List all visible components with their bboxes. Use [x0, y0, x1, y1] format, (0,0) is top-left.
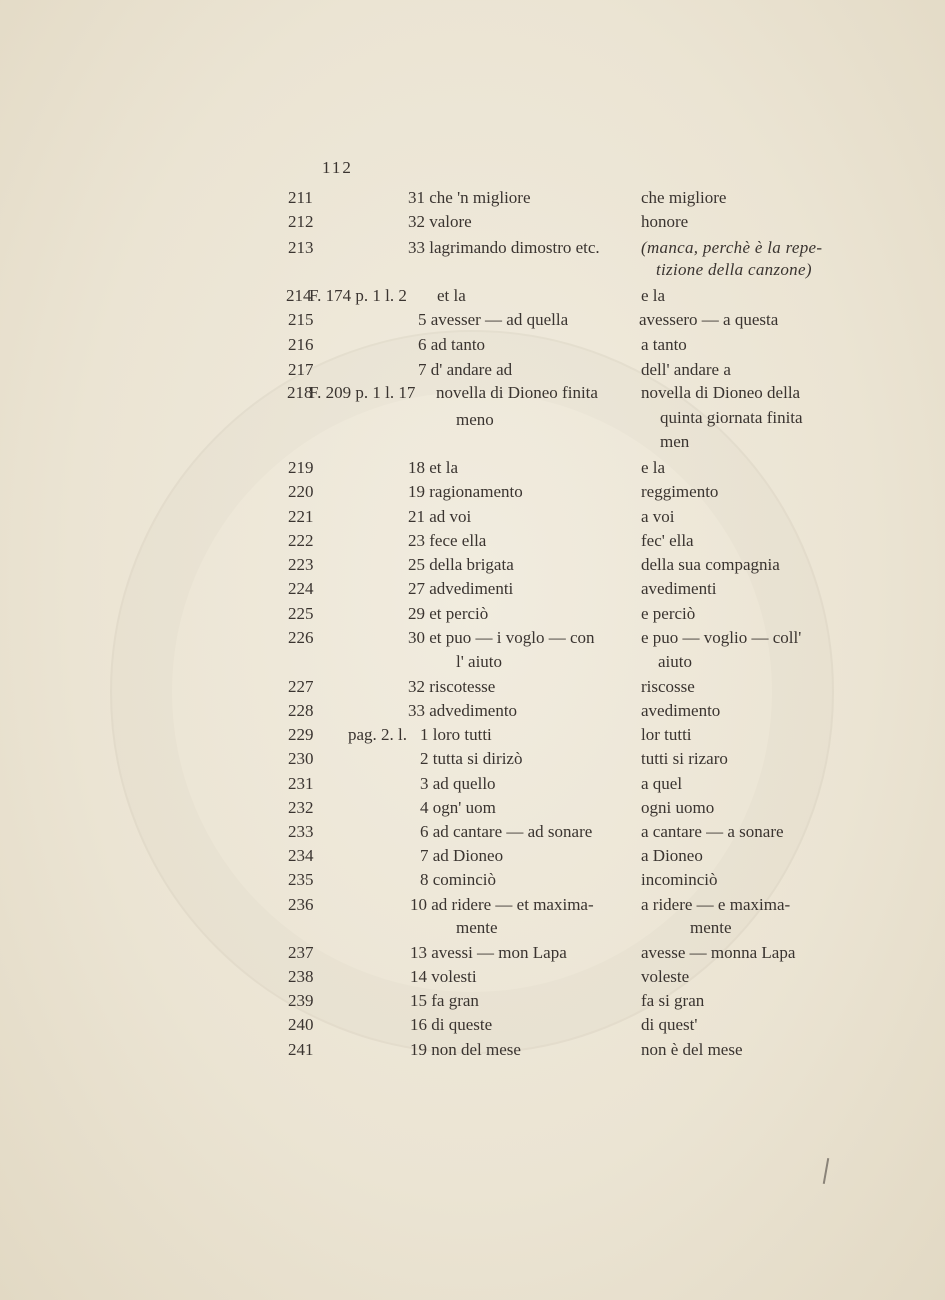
- original-text: 13 avessi — mon Lapa: [410, 943, 567, 962]
- correction-text: dell' andare a: [641, 360, 731, 379]
- correction-text: novella di Dioneo della: [641, 383, 801, 402]
- original-text: 18 et la: [408, 458, 459, 477]
- entry-number: 215: [288, 310, 314, 329]
- errata-row: [0, 870, 945, 894]
- original-continuation: l' aiuto: [456, 652, 503, 671]
- entry-number: 212: [288, 212, 314, 231]
- original-text: 2 tutta si dirizò: [420, 749, 523, 768]
- entry-number: 237: [288, 943, 314, 962]
- errata-row: [0, 579, 945, 603]
- correction-continuation: quinta giornata finita: [660, 408, 803, 427]
- entry-number: 217: [288, 360, 314, 379]
- entry-number: 211: [288, 188, 313, 207]
- errata-row: [0, 798, 945, 822]
- correction-text: ogni uomo: [641, 798, 715, 817]
- original-continuation: meno: [456, 410, 494, 429]
- errata-row: [0, 335, 945, 359]
- correction-text: honore: [641, 212, 689, 231]
- correction-text: reggimento: [641, 482, 719, 501]
- margin-pen-stroke: [823, 1158, 829, 1184]
- entry-number: 241: [288, 1040, 314, 1059]
- original-text: 6 ad cantare — ad sonare: [420, 822, 593, 841]
- original-text: 21 ad voi: [408, 507, 472, 526]
- correction-text: a cantare — a sonare: [641, 822, 784, 841]
- entry-number: 240: [288, 1015, 314, 1034]
- correction-text: avessero — a questa: [639, 310, 779, 329]
- correction-continuation: men: [660, 432, 690, 451]
- errata-row: [0, 383, 945, 407]
- entry-number: 232: [288, 798, 314, 817]
- original-text: 25 della brigata: [408, 555, 514, 574]
- errata-row: [0, 531, 945, 555]
- correction-text: e puo — voglio — coll': [641, 628, 802, 647]
- correction-text: della sua compagnia: [641, 555, 780, 574]
- entry-number: 218: [287, 383, 313, 402]
- correction-text: voleste: [641, 967, 690, 986]
- original-text: 8 cominciò: [420, 870, 497, 889]
- correction-text: non è del mese: [641, 1040, 743, 1059]
- original-text: 7 d' andare ad: [418, 360, 513, 379]
- original-text: 29 et perciò: [408, 604, 489, 623]
- errata-row: [0, 212, 945, 236]
- correction-text: di quest': [641, 1015, 698, 1034]
- original-text: 15 fa gran: [410, 991, 479, 1010]
- errata-row: [0, 1040, 945, 1064]
- original-text: 16 di queste: [410, 1015, 493, 1034]
- correction-text: a Dioneo: [641, 846, 703, 865]
- correction-text: e la: [641, 286, 666, 305]
- correction-continuation: aiuto: [658, 652, 692, 671]
- original-text: 31 che 'n migliore: [408, 188, 531, 207]
- entry-number: 213: [288, 238, 314, 257]
- errata-row: [0, 822, 945, 846]
- entry-number: 224: [288, 579, 314, 598]
- original-text: 4 ogn' uom: [420, 798, 496, 817]
- errata-row: [0, 604, 945, 628]
- original-text: 7 ad Dioneo: [420, 846, 504, 865]
- entry-number: 214: [286, 286, 312, 305]
- correction-text: fec' ella: [641, 531, 694, 550]
- original-text: 30 et puo — i voglo — con: [408, 628, 595, 647]
- entry-number: 230: [288, 749, 314, 768]
- correction-text: riscosse: [641, 677, 695, 696]
- errata-row: [0, 188, 945, 212]
- errata-row: [0, 360, 945, 384]
- entry-number: 221: [288, 507, 314, 526]
- errata-row: [0, 725, 945, 749]
- correction-text: avedimento: [641, 701, 721, 720]
- errata-row: [0, 458, 945, 482]
- original-text: 10 ad ridere — et maxima-: [410, 895, 594, 914]
- original-text: 23 fece ella: [408, 531, 487, 550]
- entry-number: 235: [288, 870, 314, 889]
- errata-row: [0, 286, 945, 310]
- source-reference: pag. 2. l.: [348, 725, 408, 744]
- errata-row: [0, 701, 945, 725]
- errata-row: [0, 238, 945, 262]
- correction-text: e la: [641, 458, 666, 477]
- correction-text: tutti si rizaro: [641, 749, 728, 768]
- entry-number: 227: [288, 677, 314, 696]
- original-text: 27 advedimenti: [408, 579, 514, 598]
- errata-row: [0, 507, 945, 531]
- original-text: novella di Dioneo finita: [436, 383, 598, 402]
- original-text: 32 riscotesse: [408, 677, 496, 696]
- correction-text: lor tutti: [641, 725, 692, 744]
- original-text: 3 ad quello: [420, 774, 496, 793]
- correction-continuation: mente: [690, 918, 732, 937]
- errata-row: [0, 628, 945, 652]
- entry-number: 229: [288, 725, 314, 744]
- entry-number: 226: [288, 628, 314, 647]
- errata-row: [0, 482, 945, 506]
- source-reference: F. 209 p. 1 l. 17: [309, 383, 416, 402]
- errata-row: [0, 774, 945, 798]
- correction-text: (manca, perchè è la repe-: [641, 238, 823, 257]
- errata-row: [0, 943, 945, 967]
- entry-number: 222: [288, 531, 314, 550]
- original-text: 33 advedimento: [408, 701, 518, 720]
- correction-text: a ridere — e maxima-: [641, 895, 791, 914]
- original-text: 14 volesti: [410, 967, 477, 986]
- original-text: 6 ad tanto: [418, 335, 486, 354]
- errata-row: [0, 677, 945, 701]
- entry-number: 228: [288, 701, 314, 720]
- entry-number: 219: [288, 458, 314, 477]
- errata-row: [0, 749, 945, 773]
- correction-text: avesse — monna Lapa: [641, 943, 796, 962]
- errata-row: [0, 846, 945, 870]
- correction-text: e perciò: [641, 604, 696, 623]
- entry-number: 223: [288, 555, 314, 574]
- source-reference: F. 174 p. 1 l. 2: [309, 286, 407, 305]
- entry-number: 239: [288, 991, 314, 1010]
- errata-row: [0, 555, 945, 579]
- correction-text: a tanto: [641, 335, 687, 354]
- errata-row: [0, 991, 945, 1015]
- errata-row: [0, 967, 945, 991]
- original-text: 33 lagrimando dimostro etc.: [408, 238, 600, 257]
- original-text: et la: [437, 286, 466, 305]
- correction-text: a voi: [641, 507, 675, 526]
- page-number: 112: [322, 158, 353, 177]
- errata-row: [0, 310, 945, 334]
- correction-text: che migliore: [641, 188, 727, 207]
- original-text: 32 valore: [408, 212, 472, 231]
- entry-number: 238: [288, 967, 314, 986]
- entry-number: 236: [288, 895, 314, 914]
- entry-number: 220: [288, 482, 314, 501]
- entry-number: 233: [288, 822, 314, 841]
- original-text: 1 loro tutti: [420, 725, 492, 744]
- correction-text: a quel: [641, 774, 683, 793]
- entry-number: 234: [288, 846, 314, 865]
- entry-number: 225: [288, 604, 314, 623]
- original-continuation: mente: [456, 918, 498, 937]
- original-text: 19 ragionamento: [408, 482, 523, 501]
- correction-text: incominciò: [641, 870, 718, 889]
- errata-row: [0, 895, 945, 919]
- entry-number: 231: [288, 774, 314, 793]
- original-text: 19 non del mese: [410, 1040, 521, 1059]
- correction-text: fa si gran: [641, 991, 705, 1010]
- original-text: 5 avesser — ad quella: [418, 310, 569, 329]
- entry-number: 216: [288, 335, 314, 354]
- errata-row: [0, 1015, 945, 1039]
- correction-continuation: tizione della canzone): [656, 260, 812, 279]
- correction-text: avedimenti: [641, 579, 717, 598]
